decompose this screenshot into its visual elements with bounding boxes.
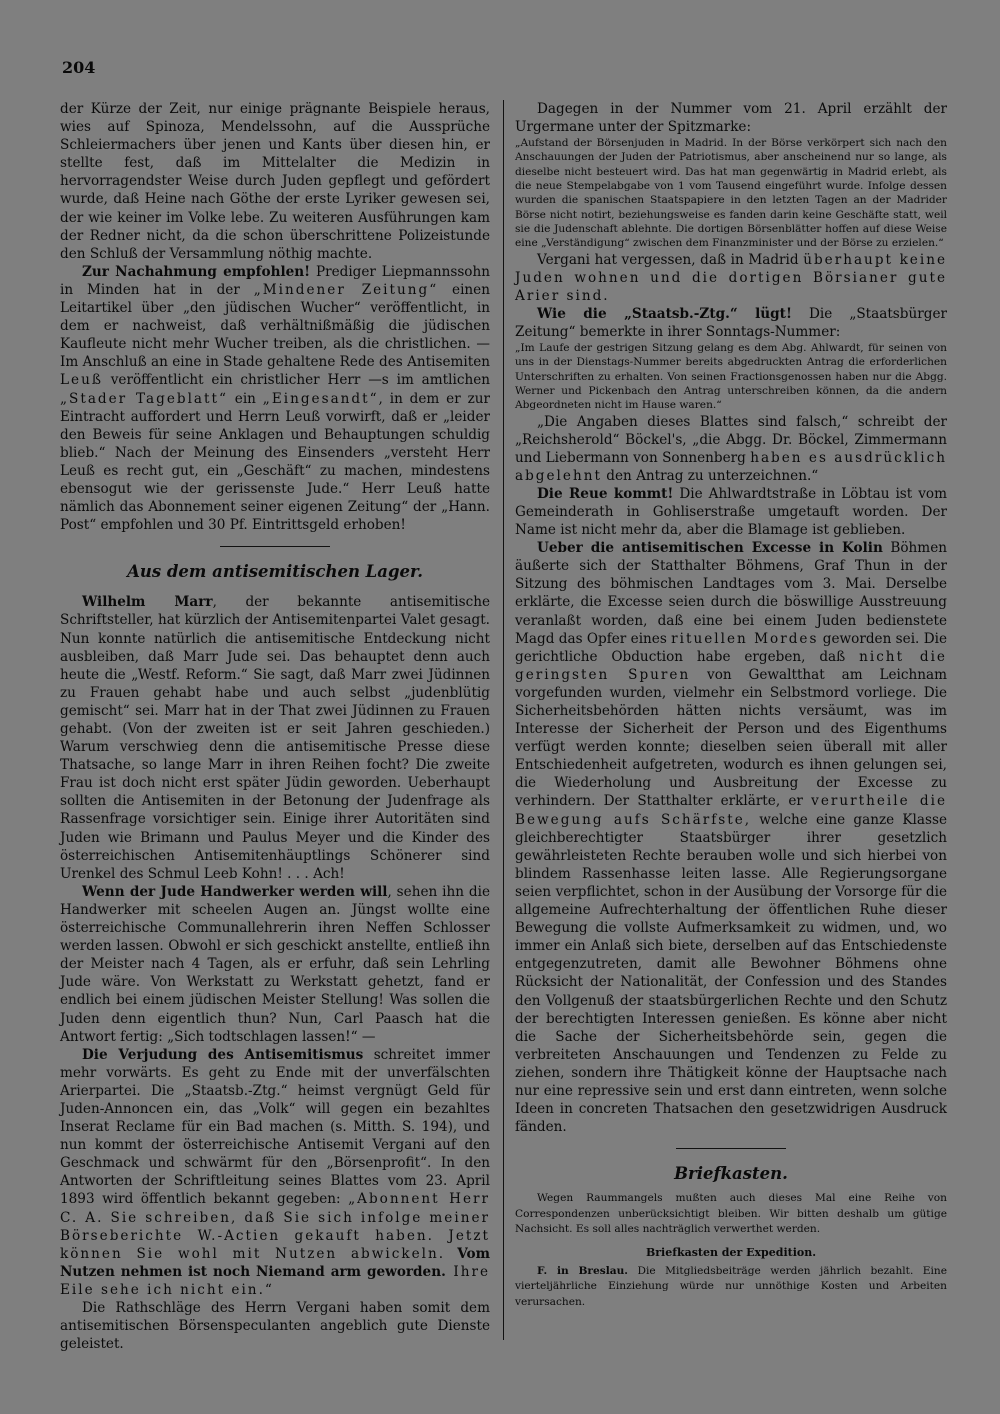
paragraph: Vergani hat vergessen, daß in Madrid überhaupt keine Juden wohnen und die dortigen Börsianer gute Arier sind. [515,251,948,304]
column-rule [503,100,504,1340]
section-title: Aus dem antisemitischen Lager. [127,562,423,582]
paragraph-lead: Zur Nachahmung empfohlen! [82,263,311,280]
paragraph: Die Rathschläge des Herrn Vergani haben somit dem antisemitischen Börsenspeculanten angeblich gute Dienste geleistet. [60,1300,490,1353]
paragraph: Die Verjudung des Antisemitismus schreitet immer mehr vorwärts. Es geht zu Ende mit der unverfälschten Arierpartei. Die „Staatsb.-Ztg.“ heimst vergnügt Geld für Juden-Annoncen ein, das „Volk“ will gegen ein bezahltes Inserat Reclame für ein Bad machen (s. Mitth. S. 194), und nun kommt der österreichische Antisemit Vergani auf den Geschmack und schwärmt für den „Börsenprofit“. In den Antworten der Schriftleitung seines Blattes vom 23. April 1893 wird öffentlich bekannt gegeben: „Abonnent Herr C. A. Sie schreiben, daß Sie sich infolge meiner Börseberichte W.-Actien gekauft haben. Jetzt können Sie wohl mit Nutzen abwickeln. Vom Nutzen nehmen ist noch Niemand arm geworden. Ihre Eile sehe ich nicht ein.“ [60,1046,490,1298]
paragraph-lead: Wilhelm Marr [82,594,213,611]
paragraph: Wenn der Jude Handwerker werden will, sehen ihn die Handwerker mit scheelen Augen an. Jüngst wollte eine österreichische Communallehrerin ihren Neffen Schlosser werden lassen. Obwohl er sich geschickt anstellte, entließ ihn der Meister nach 4 Tagen, als er erfuhr, daß sein Lehrling Jude wäre. Von Werkstatt zu Werkstatt gehetzt, fand er endlich bei einem jüdischen Meister Stellung! Was sollen die Juden denn eigentlich thun? Nun, Carl Paasch hat die Antwort fertig: „Sich todtschlagen lassen!“ — [60,883,491,1045]
paragraph: Wie die „Staatsb.-Ztg.“ lügt! Die „Staatsbürger Zeitung“ bemerkte in ihrer Sonntags-Nummer: [515,305,947,340]
paragraph: F. in Breslau. Die Mitgliedsbeiträge werden jährlich bezahlt. Eine vierteljährliche Einziehung würde nur unnöthige Kosten und Arbeiten verursachen. [515,1264,948,1308]
briefkasten-subtitle: Briefkasten der Expedition. [645,1245,817,1259]
block-quote: „Aufstand der Börsenjuden in Madrid. In der Börse verkörpert sich nach den Anschauungen der Juden der Patriotismus, aber anscheinend nur so lange, als dieselbe nicht besteuert wird. Das hat man gegenwärtig in Madrid erlebt, als die neue Stempelabgabe von 1 vom Tausend eingeführt wurde. Infolge dessen wurden die spanischen Staatspapiere in den letzten Tagen an der Madrider Börse nicht notirt, beziehungsweise es fanden darin keine Geschäfte statt, weil sie die Judenschaft ablehnte. Die dortigen Börsenblätter hoffen auf diese Weise eine „Verständigung“ zwischen dem Finanzminister und der Börse zu erzielen.“ [515,137,947,250]
paragraph: der Kürze der Zeit, nur einige prägnante Beispiele heraus, wies auf Spinoza, Mendelssohn, auf die Aussprüche Schleiermachers über jenen und Kants über diesen hin, er stellte fest, daß im Mittelalter die Medizin in hervorragendster Weise durch Juden gepflegt und gefördert wurde, daß Heine nach Göthe der erste Lyriker gewesen sei, der wie keiner im Volke lebe. Zu weiteren Ausführungen kam der Redner nicht, da die schon überschrittene Polizeistunde den Schluß der Versammlung nöthig machte. [60,101,490,262]
paragraph-lead: Wie die „Staatsb.-Ztg.“ lügt! [537,305,792,322]
paragraph-lead: Die Reue kommt! [537,485,674,502]
paragraph: Zur Nachahmung empfohlen! Prediger Liepmannssohn in Minden hat in der „Mindener Zeitung“ einen Leitartikel über „den jüdischen Wucher“ veröffentlicht, in dem er nachweist, daß verhältnißmäßig die jüdischen Kaufleute nicht mehr Wucher treiben, als die christlichen. — Im Anschluß an eine in Stade gehaltene Rede des Antisemiten Leuß veröffentlicht ein christlicher Herr —s im amtlichen „Stader Tageblatt“ ein „Eingesandt“, in dem er zur Eintracht auffordert und Herrn Leuß vorwirft, daß er „leider den Beweis für seine Anklagen und Behauptungen schuldig blieb.“ Nach der Meinung des Einsenders „versteht Herr Leuß es recht gut, ein „Geschäft“ zu machen, mindestens ebensogut wie der gerissenste Jude.“ Herr Leuß hatte nämlich das Abonnement seiner eigenen Zeitung“ der „Hann. Post“ empfohlen und 30 Pf. Eintrittsgeld erhoben! [60,263,490,534]
paragraph: „Die Angaben dieses Blattes sind falsch,“ schreibt der „Reichsherold“ Böckel's, „die Abgg. Dr. Böckel, Zimmermann und Liebermann von Sonnenberg haben es ausdrücklich abgelehnt den Antrag zu unterzeichnen.“ [515,413,947,484]
left-column [60,100,490,1353]
paragraph-lead: Wenn der Jude Handwerker werden will [82,883,388,900]
paragraph-lead: F. in Breslau. [537,1264,628,1277]
section-divider [220,546,330,547]
section-divider [676,1148,786,1149]
briefkasten-title: Briefkasten. [674,1164,788,1184]
right-column [515,100,947,1310]
block-quote: „Im Laufe der gestrigen Sitzung gelang es dem Abg. Ahlwardt, für seinen von uns in der Dienstags-Nummer bereits abgedruckten Antrag die erforderlichen Unterschriften zu erhalten. Von seinen Fractionsgenossen haben nur die Abgg. Werner und Pickenbach den Antrag unterschreiben können, da die andern Abgeordneten nicht im Hause waren.“ [515,342,947,412]
paragraph: Ueber die antisemitischen Excesse in Kolin Böhmen äußerte sich der Statthalter Böhmens, Graf Thun in der Sitzung des böhmischen Landtages vom 3. Mai. Derselbe erklärte, die Excesse seien durch die böswillige Ausstreuung veranlaßt worden, daß eine bei einem Juden bedienstete Magd das Opfer eines rituellen Mordes geworden sei. Die gerichtliche Obduction habe ergeben, daß nicht die geringsten Spuren von Gewaltthat am Leichnam vorgefunden wurden, vielmehr ein Selbstmord vorliege. Die Sicherheitsbehörden hätten nichts versäumt, was im Interesse der Sicherheit der Person und des Eigenthums verfügt werden konnte; dieselben seien überall mit aller Entschiedenheit aufgetreten, wodurch es ihnen gelungen sei, die Wiederholung und Ausbreitung der Excesse zu verhindern. Der Statthalter erklärte, er verurtheile die Bewegung aufs Schärfste, welche eine ganze Klasse gleichberechtigter Staatsbürger ihrer gesetzlich gewährleisteten Rechte berauben wolle und sich hierbei von blindem Rassenhasse leiten lasse. Alle Regierungsorgane seien verpflichtet, schon in der Ausübung der Vorsorge für die allgemeine Aufrechterhaltung der öffentlichen Ruhe dieser Bewegung die vollste Aufmerksamkeit zu widmen, und, wo immer ein Anlaß sich biete, derselben auf das Entschiedenste entgegenzutreten, damit alle Bewohner Böhmens ohne Rücksicht der Nationalität, der Confession und des Standes den Vollgenuß der staatsbürgerlichen Rechte und den Schutz der berechtigten Interessen genießen. Es könne aber nicht die Sache der Sicherheitsbehörde sein, gegen die verbreiteten Anschauungen und Tendenzen zu Felde zu ziehen, sondern ihre Thätigkeit könne der Hauptsache nach nur eine repressive sein und erst dann eintreten, wenn solche Ideen in concreten Thatsachen den gesetzwidrigen Ausdruck fänden. [515,540,948,1136]
paragraph: Die Reue kommt! Die Ahlwardtstraße in Löbtau ist vom Gemeinderath in Gohliserstraße umgetauft worden. Der Name ist nicht mehr da, aber die Blamage ist geblieben. [515,485,947,539]
paragraph: Wilhelm Marr, der bekannte antisemitische Schriftsteller, hat kürzlich der Antisemitenpartei Valet gesagt. Nun konnte natürlich die antisemitische Entdeckung nicht ausbleiben, daß Marr Jude sei. Das behauptet denn auch heute die „Westf. Reform.“ Sie sagt, daß Marr zwei Jüdinnen zu Frauen gehabt habe und auch selbst „judenblütig gemischt“ sei. Marr hat in der That zwei Jüdinnen zu Frauen gehabt. (Von der zweiten ist er seit Jahren geschieden.) Warum verschwieg denn die antisemitische Presse diese Thatsache, so lange Marr in ihren Reihen focht? Die zweite Frau ist doch nicht erst später Jüdin geworden. Ueberhaupt sollten die Antisemiten in der Betonung der Judenfrage als Rassenfrage vorsichtiger sein. Einige ihrer Autoritäten sind Juden wie Brimann und Paulus Meyer und die Kinder des österreichischen Antisemitenhäuptlings Schönerer sind Urenkel des Schmul Leeb Kohn! . . . Ach! [60,594,490,882]
paragraph-lead: Die Verjudung des Antisemitismus [82,1046,364,1063]
paragraph-lead: Ueber die antisemitischen Excesse in Kolin [537,540,883,557]
page-number: 204 [62,58,96,77]
paragraph: Dagegen in der Nummer vom 21. April erzählt der Urgermane unter der Spitzmarke: [515,101,947,136]
paragraph: Wegen Raummangels mußten auch dieses Mal eine Reihe von Correspondenzen unberücksichtigt bleiben. Wir bitten deshalb um gütige Nachsicht. Es soll alles nachträglich verwerthet werden. [515,1192,947,1236]
